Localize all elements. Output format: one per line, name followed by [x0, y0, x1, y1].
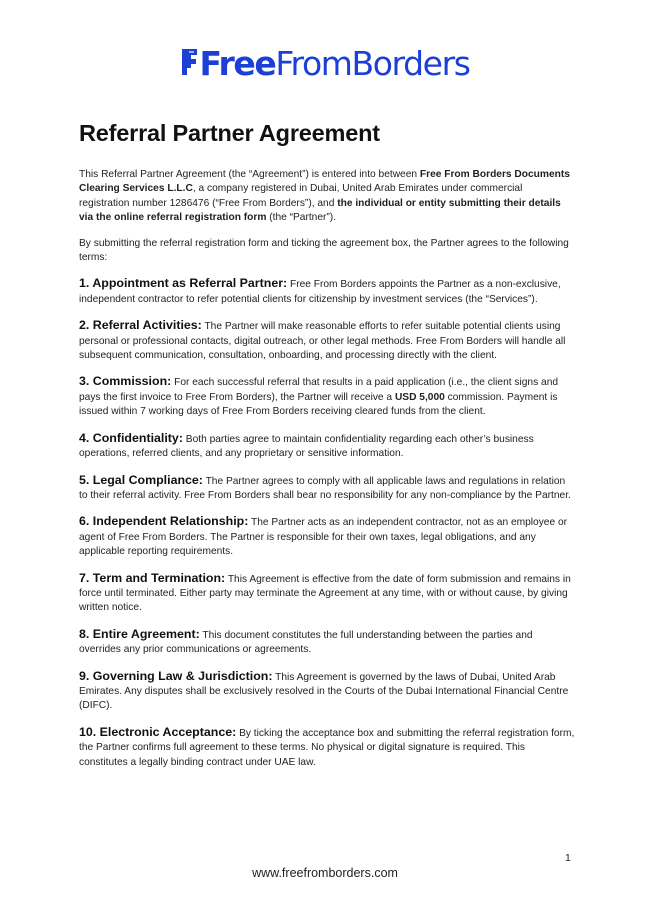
section-title: 6. Independent Relationship: — [79, 514, 249, 529]
section-title: 5. Legal Compliance: — [79, 472, 203, 487]
section-text: The Partner acts as an independent contractor, not as an employee or agent of Free From Borders. The Partner is responsible for their own taxes, legal obligations, and any applicable reporting requirements. — [79, 517, 568, 558]
section-6 — [79, 514, 575, 559]
agreement-body — [79, 168, 575, 781]
intro-paragraph — [79, 168, 575, 226]
section-7 — [79, 571, 575, 616]
logo-part-from: From — [275, 44, 352, 83]
section-text: Free From Borders appoints the Partner as a non-exclusive, independent contractor to refer potential clients for citizenship by investment services (the “Services”). — [79, 279, 561, 305]
section-text: This Agreement is effective from the date of form submission and remains in force until terminated. Either party may terminate the Agreement at any time, with or without cause, by giving written notice. — [79, 573, 571, 614]
section-5 — [79, 473, 575, 504]
company-name: Free From Borders Documents Clearing Services L.L.C — [79, 169, 570, 195]
section-10 — [79, 725, 575, 770]
section-text: Both parties agree to maintain confidentiality regarding each other’s business operations, referred clients, and any proprietary or sensitive information. — [79, 433, 534, 460]
section-title: 4. Confidentiality: — [79, 430, 183, 445]
section-title: 1. Appointment as Referral Partner: — [79, 276, 288, 291]
company-logo — [0, 44, 650, 88]
section-1 — [79, 276, 575, 307]
section-text: By ticking the acceptance box and submitting the referral registration form, the Partner confirms full agreement to these terms. No physical or digital signature is required. This constitutes a legally binding contract under UAE law. — [79, 727, 575, 768]
section-4 — [79, 431, 575, 462]
flag-mark-icon — [180, 46, 199, 83]
section-text: The Partner agrees to comply with all applicable laws and regulations in relation to their referral activity. Free From Borders shall bear no responsibility for any non-compliance by the Partner. — [79, 475, 571, 501]
partner-definition: the individual or entity submitting their details via the online referral registration form — [79, 197, 561, 224]
intro-text-2: , a company registered in Dubai, United Arab Emirates under commercial registration number 1286476 (“Free From Borders”), and — [79, 183, 523, 209]
section-title: 7. Term and Termination: — [79, 570, 226, 585]
section-text: commission. Payment is issued within 7 working days of Free From Borders receiving cleared funds from the client. — [79, 391, 558, 418]
section-title: 3. Commission: — [79, 374, 172, 389]
page-number: 1 — [565, 852, 571, 864]
logo-part-borders: Borders — [351, 44, 470, 83]
section-2 — [79, 318, 575, 363]
section-title: 2. Referral Activities: — [79, 318, 202, 333]
section-text: This document constitutes the full understanding between the parties and overrides any prior communications or agreements. — [79, 629, 533, 656]
section-9 — [79, 669, 575, 714]
document-title: Referral Partner Agreement — [79, 120, 380, 146]
section-8 — [79, 627, 575, 658]
logo-wordmark — [199, 44, 469, 84]
section-text: For each successful referral that results in a paid application (i.e., the client signs and pays the first invoice to Free From Borders), the Partner will receive a — [79, 377, 559, 403]
commission-amount: USD 5,000 — [394, 391, 445, 403]
section-text: The Partner will make reasonable efforts to refer suitable potential clients using personal or professional contacts, digital outreach, or other legal methods. Free From Borders will handle all subsequent communication, consultation, onboarding, and processing directly with the client. — [79, 321, 566, 362]
section-text: This Agreement is governed by the laws of Dubai, United Arab Emirates. Any disputes shall be exclusively resolved in the Courts of the Dubai International Financial Centre (DIFC). — [79, 671, 569, 712]
intro-text-1: This Referral Partner Agreement (the “Agreement”) is entered into between — [79, 169, 420, 180]
footer-website-link[interactable]: www.freefromborders.com — [252, 866, 398, 880]
section-title: 9. Governing Law & Jurisdiction: — [79, 668, 273, 683]
intro-text-3: (the “Partner”). — [266, 212, 337, 224]
section-title: 10. Electronic Acceptance: — [79, 724, 237, 739]
section-title: 8. Entire Agreement: — [79, 626, 200, 641]
section-3 — [79, 374, 575, 419]
preamble-paragraph: By submitting the referral registration form and ticking the agreement box, the Partner agrees to the following terms: — [79, 237, 569, 264]
logo-part-free: Free — [199, 44, 276, 83]
